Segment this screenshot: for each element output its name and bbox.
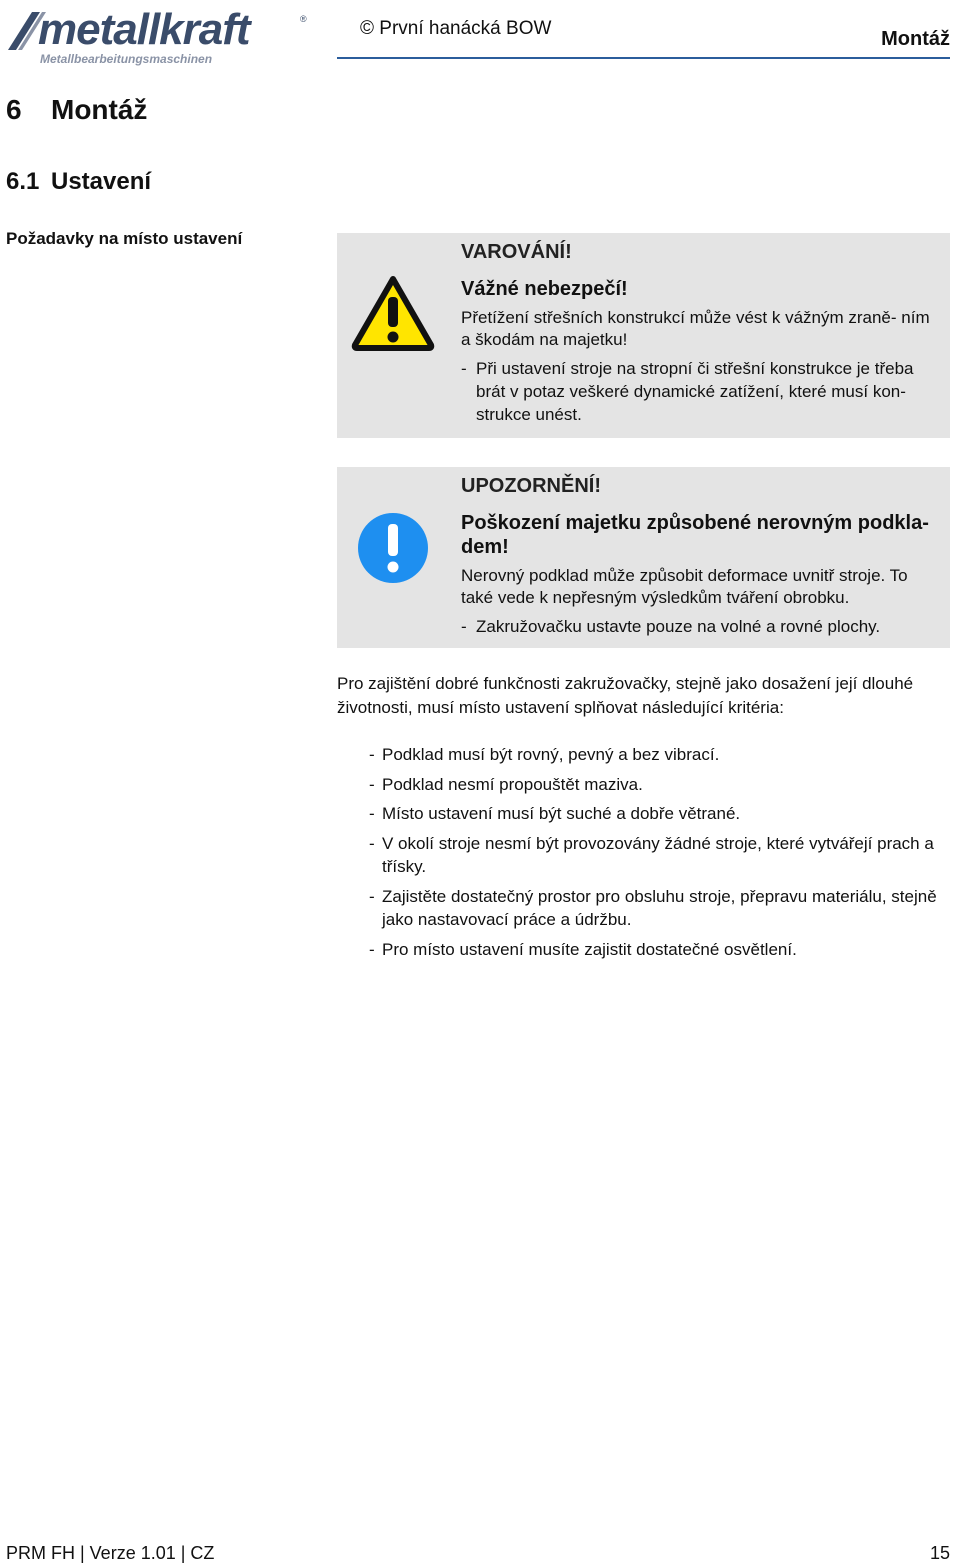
caution-notice	[337, 467, 950, 648]
list-item: - Pro místo ustavení musíte zajistit dostatečné osvětlení.	[369, 939, 797, 959]
footer-document-info: PRM FH | Verze 1.01 | CZ	[6, 1543, 215, 1563]
exclamation-circle-icon	[356, 511, 430, 585]
warning-measure-text: Při ustavení stroje na stropní či střešní konstrukce je třeba brát v potaz veškeré dynamické zatížení, které musí kon- strukce unést.	[476, 359, 914, 424]
warning-notice	[337, 233, 950, 438]
logo-wordmark: metallkraft	[38, 5, 250, 54]
list-item: - Podklad musí být rovný, pevný a bez vibrací.	[369, 745, 720, 764]
chapter-title: Montáž	[51, 94, 148, 125]
logo-subtitle: Metallbearbeitungsmaschinen	[40, 52, 213, 66]
side-label: Požadavky na místo ustavení	[6, 229, 243, 248]
page-number: 15	[929, 1543, 950, 1563]
warning-triangle-icon	[351, 275, 435, 351]
logo-registered-mark: ®	[300, 14, 307, 24]
header-divider	[337, 57, 950, 59]
caution-measure-text: Zakružovačku ustavte pouze na volné a rovné plochy.	[476, 617, 881, 636]
warning-hazard: Vážné nebezpečí!	[461, 278, 628, 300]
header-section-title: Montáž	[881, 28, 950, 50]
warning-signal-word: VAROVÁNÍ!	[461, 241, 572, 263]
list-item: - V okolí stroje nesmí být provozovány žádné stroje, které vytvářejí prach a třísky.	[369, 833, 934, 876]
criteria-list	[369, 743, 954, 967]
chapter-number: 6	[6, 94, 22, 125]
section-title: Ustavení	[51, 168, 152, 195]
caution-measure-dash: -	[461, 617, 467, 636]
caution-measure	[461, 615, 936, 638]
caution-hazard: Poškození majetku způsobené nerovným podkla- dem!	[461, 512, 929, 558]
caution-signal-word: UPOZORNĚNÍ!	[461, 475, 601, 497]
section-number: 6.1	[6, 168, 40, 195]
warning-measure-dash: -	[461, 359, 467, 378]
warning-description: Přetížení střešních konstrukcí může vést k vážným zraně- ním a škodám na majetku!	[461, 308, 930, 349]
list-item: - Podklad nesmí propouštět maziva.	[369, 774, 643, 794]
chapter-heading	[6, 94, 147, 126]
list-item: - Zajistěte dostatečný prostor pro obsluhu stroje, přepravu materiálu, stejně jako nastavovací práce a údržbu.	[369, 886, 937, 929]
intro-paragraph: Pro zajištění dobré funkčnosti zakružovačky, stejně jako dosažení její dlouhé životnosti, musí místo ustavení splňovat následující kritéria:	[337, 674, 914, 717]
list-item: - Místo ustavení musí být suché a dobře větrané.	[369, 804, 741, 823]
warning-measure	[461, 357, 936, 426]
section-heading	[6, 168, 151, 196]
copyright-notice: © První hanácká BOW	[360, 18, 552, 39]
caution-description: Nerovný podklad může způsobit deformace uvnitř stroje. To také vede k nepřesným výsledkům tváření obrobku.	[461, 566, 908, 607]
company-logo	[6, 5, 311, 66]
